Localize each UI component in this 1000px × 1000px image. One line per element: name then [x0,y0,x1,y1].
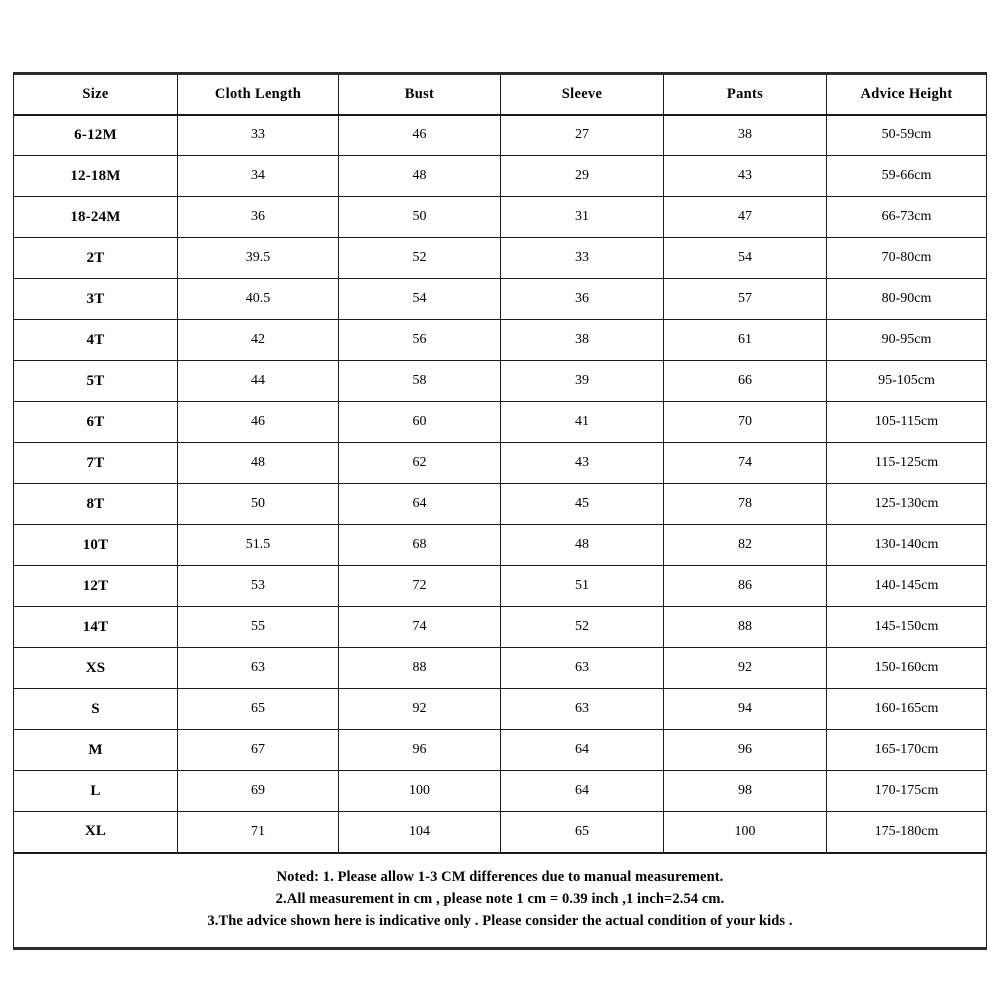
cell-sleeve: 64 [501,771,664,812]
cell-cloth-length: 71 [178,812,339,853]
cell-sleeve: 45 [501,484,664,525]
cell-sleeve: 31 [501,197,664,238]
cell-cloth-length: 50 [178,484,339,525]
table-row [14,648,987,689]
cell-cloth-length: 36 [178,197,339,238]
cell-cloth-length: 46 [178,402,339,443]
cell-size: 6T [14,402,178,443]
cell-advice-height: 90-95cm [827,320,987,361]
cell-sleeve: 63 [501,689,664,730]
cell-pants: 100 [664,812,827,853]
cell-bust: 64 [339,484,501,525]
cell-advice-height: 80-90cm [827,279,987,320]
cell-cloth-length: 69 [178,771,339,812]
cell-advice-height: 160-165cm [827,689,987,730]
header-row [14,74,987,115]
size-chart-table [13,72,987,950]
cell-sleeve: 39 [501,361,664,402]
cell-sleeve: 43 [501,443,664,484]
cell-bust: 56 [339,320,501,361]
cell-pants: 61 [664,320,827,361]
table-row [14,730,987,771]
cell-size: 12T [14,566,178,607]
cell-cloth-length: 33 [178,115,339,156]
notes-row [14,853,987,949]
cell-pants: 88 [664,607,827,648]
cell-sleeve: 52 [501,607,664,648]
cell-pants: 47 [664,197,827,238]
table-row [14,771,987,812]
cell-pants: 92 [664,648,827,689]
table-row [14,566,987,607]
cell-size: 2T [14,238,178,279]
cell-size: XL [14,812,178,853]
cell-size: 8T [14,484,178,525]
cell-cloth-length: 40.5 [178,279,339,320]
cell-bust: 52 [339,238,501,279]
cell-cloth-length: 55 [178,607,339,648]
cell-advice-height: 95-105cm [827,361,987,402]
cell-advice-height: 115-125cm [827,443,987,484]
cell-bust: 62 [339,443,501,484]
table-row [14,197,987,238]
cell-sleeve: 36 [501,279,664,320]
cell-bust: 96 [339,730,501,771]
cell-pants: 82 [664,525,827,566]
cell-pants: 74 [664,443,827,484]
cell-sleeve: 51 [501,566,664,607]
cell-sleeve: 27 [501,115,664,156]
column-header-bust: Bust [339,74,501,115]
cell-cloth-length: 44 [178,361,339,402]
cell-cloth-length: 39.5 [178,238,339,279]
cell-pants: 66 [664,361,827,402]
cell-size: 14T [14,607,178,648]
cell-pants: 54 [664,238,827,279]
cell-size: 7T [14,443,178,484]
cell-pants: 78 [664,484,827,525]
cell-advice-height: 105-115cm [827,402,987,443]
cell-advice-height: 175-180cm [827,812,987,853]
cell-sleeve: 29 [501,156,664,197]
table-header [14,74,987,115]
cell-bust: 50 [339,197,501,238]
cell-pants: 57 [664,279,827,320]
cell-pants: 86 [664,566,827,607]
cell-size: S [14,689,178,730]
cell-size: 18-24M [14,197,178,238]
cell-sleeve: 41 [501,402,664,443]
cell-bust: 48 [339,156,501,197]
cell-advice-height: 59-66cm [827,156,987,197]
cell-cloth-length: 63 [178,648,339,689]
cell-sleeve: 33 [501,238,664,279]
cell-cloth-length: 42 [178,320,339,361]
cell-cloth-length: 53 [178,566,339,607]
table-row [14,525,987,566]
cell-pants: 98 [664,771,827,812]
cell-size: XS [14,648,178,689]
cell-bust: 46 [339,115,501,156]
cell-bust: 74 [339,607,501,648]
table-row [14,689,987,730]
table-row [14,443,987,484]
cell-sleeve: 65 [501,812,664,853]
cell-advice-height: 70-80cm [827,238,987,279]
table-row [14,812,987,853]
cell-advice-height: 150-160cm [827,648,987,689]
column-header-sleeve: Sleeve [501,74,664,115]
note-line-1: Noted: 1. Please allow 1-3 CM differences due to manual measurement. [276,868,724,885]
cell-cloth-length: 34 [178,156,339,197]
cell-bust: 54 [339,279,501,320]
table-row [14,402,987,443]
table-footer [14,853,987,949]
column-header-advice-height: Advice Height [827,74,987,115]
cell-size: 12-18M [14,156,178,197]
column-header-pants: Pants [664,74,827,115]
column-header-size: Size [14,74,178,115]
cell-bust: 60 [339,402,501,443]
cell-size: 4T [14,320,178,361]
cell-bust: 100 [339,771,501,812]
cell-bust: 88 [339,648,501,689]
cell-sleeve: 38 [501,320,664,361]
table-row [14,607,987,648]
cell-advice-height: 140-145cm [827,566,987,607]
cell-advice-height: 170-175cm [827,771,987,812]
cell-size: M [14,730,178,771]
cell-advice-height: 165-170cm [827,730,987,771]
cell-cloth-length: 67 [178,730,339,771]
cell-size: L [14,771,178,812]
table-row [14,156,987,197]
cell-size: 3T [14,279,178,320]
cell-sleeve: 48 [501,525,664,566]
cell-cloth-length: 51.5 [178,525,339,566]
table-row [14,484,987,525]
cell-pants: 94 [664,689,827,730]
cell-size: 5T [14,361,178,402]
cell-bust: 72 [339,566,501,607]
cell-bust: 68 [339,525,501,566]
cell-advice-height: 50-59cm [827,115,987,156]
column-header-cloth-length: Cloth Length [178,74,339,115]
cell-pants: 38 [664,115,827,156]
cell-size: 6-12M [14,115,178,156]
cell-advice-height: 66-73cm [827,197,987,238]
cell-cloth-length: 48 [178,443,339,484]
table-row [14,320,987,361]
table-body [14,115,987,853]
table-row [14,279,987,320]
cell-pants: 43 [664,156,827,197]
cell-size: 10T [14,525,178,566]
cell-sleeve: 64 [501,730,664,771]
cell-advice-height: 130-140cm [827,525,987,566]
cell-bust: 92 [339,689,501,730]
cell-bust: 104 [339,812,501,853]
cell-cloth-length: 65 [178,689,339,730]
table-row [14,115,987,156]
notes-cell [14,853,987,949]
table-row [14,361,987,402]
cell-sleeve: 63 [501,648,664,689]
cell-bust: 58 [339,361,501,402]
table-row [14,238,987,279]
cell-advice-height: 125-130cm [827,484,987,525]
cell-pants: 96 [664,730,827,771]
cell-pants: 70 [664,402,827,443]
note-line-3: 3.The advice shown here is indicative only . Please consider the actual condition of your kids . [207,913,793,930]
note-line-2: 2.All measurement in cm , please note 1 cm = 0.39 inch ,1 inch=2.54 cm. [275,890,725,907]
cell-advice-height: 145-150cm [827,607,987,648]
